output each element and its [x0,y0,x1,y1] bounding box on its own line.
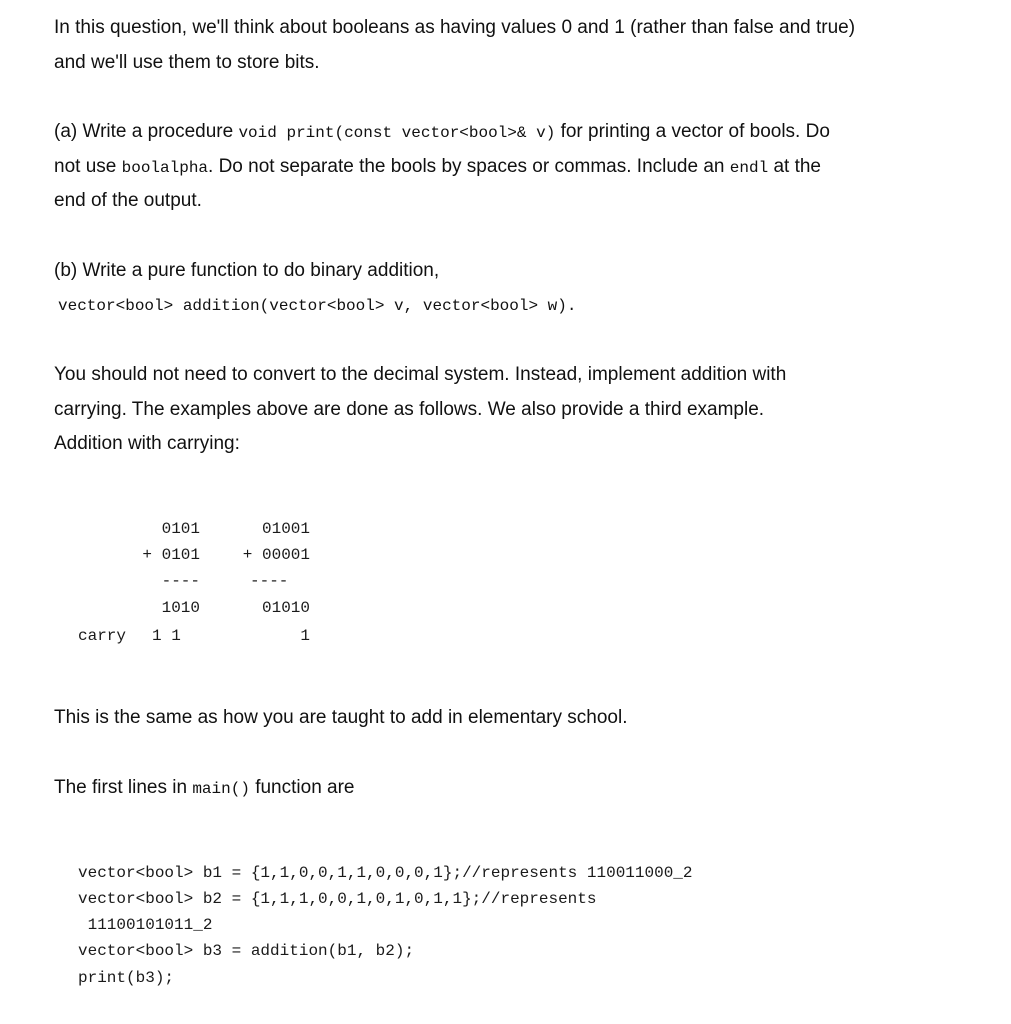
main-function-code: main() [192,780,250,798]
intro-line-1: In this question, we'll think about booleans as having values 0 and 1 (rather than false and true) [54,17,856,38]
explain-line-3: Addition with carrying: [54,433,240,454]
example1-carry: 1 1 [152,627,181,645]
example1-sum: 1010 [161,599,200,617]
example2-operand-b: + 00001 [242,546,310,564]
example2-sum: 01010 [261,599,310,617]
part-b-line-1: (b) Write a pure function to do binary addition, [54,260,440,281]
example2-operand-a: 01001 [261,520,310,538]
intro-line-2: and we'll use them to store bits. [54,52,320,73]
example2-separator: ---- [250,572,289,590]
part-a-line-2: not use boolalpha. Do not separate the bools by spaces or commas. Include an endl at the [54,156,821,177]
print-signature-code: void print(const vector<bool>& v) [238,124,556,142]
carry-label: carry [78,627,127,645]
part-a-line-3: end of the output. [54,190,202,211]
main-intro-line: The first lines in main() function are [54,777,355,798]
boolalpha-code: boolalpha [121,159,209,177]
example1-operand-b: + 0101 [142,546,200,564]
example1-operand-a: 0101 [161,520,200,538]
example2-carry: 1 [300,627,310,645]
explain-line-2: carrying. The examples above are done as follows. We also provide a third example. [54,399,765,420]
example1-separator: ---- [161,572,200,590]
elementary-school-line: This is the same as how you are taught to add in elementary school. [54,707,628,728]
code-line: vector<bool> b3 = addition(b1, b2); [78,942,415,960]
endl-code: endl [729,159,769,177]
code-line: vector<bool> b2 = {1,1,1,0,0,1,0,1,0,1,1};//represents [78,890,597,908]
code-line: vector<bool> b1 = {1,1,0,0,1,1,0,0,0,1};//represents 110011000_2 [78,864,693,882]
addition-signature-code: vector<bool> addition(vector<bool> v, vector<bool> w). [58,297,577,315]
code-line: 11100101011_2 [78,916,213,934]
part-a-line-1: (a) Write a procedure void print(const vector<bool>& v) for printing a vector of bools. Do [54,121,830,142]
code-line: print(b3); [78,969,175,987]
explain-line-1: You should not need to convert to the decimal system. Instead, implement addition with [54,364,787,385]
